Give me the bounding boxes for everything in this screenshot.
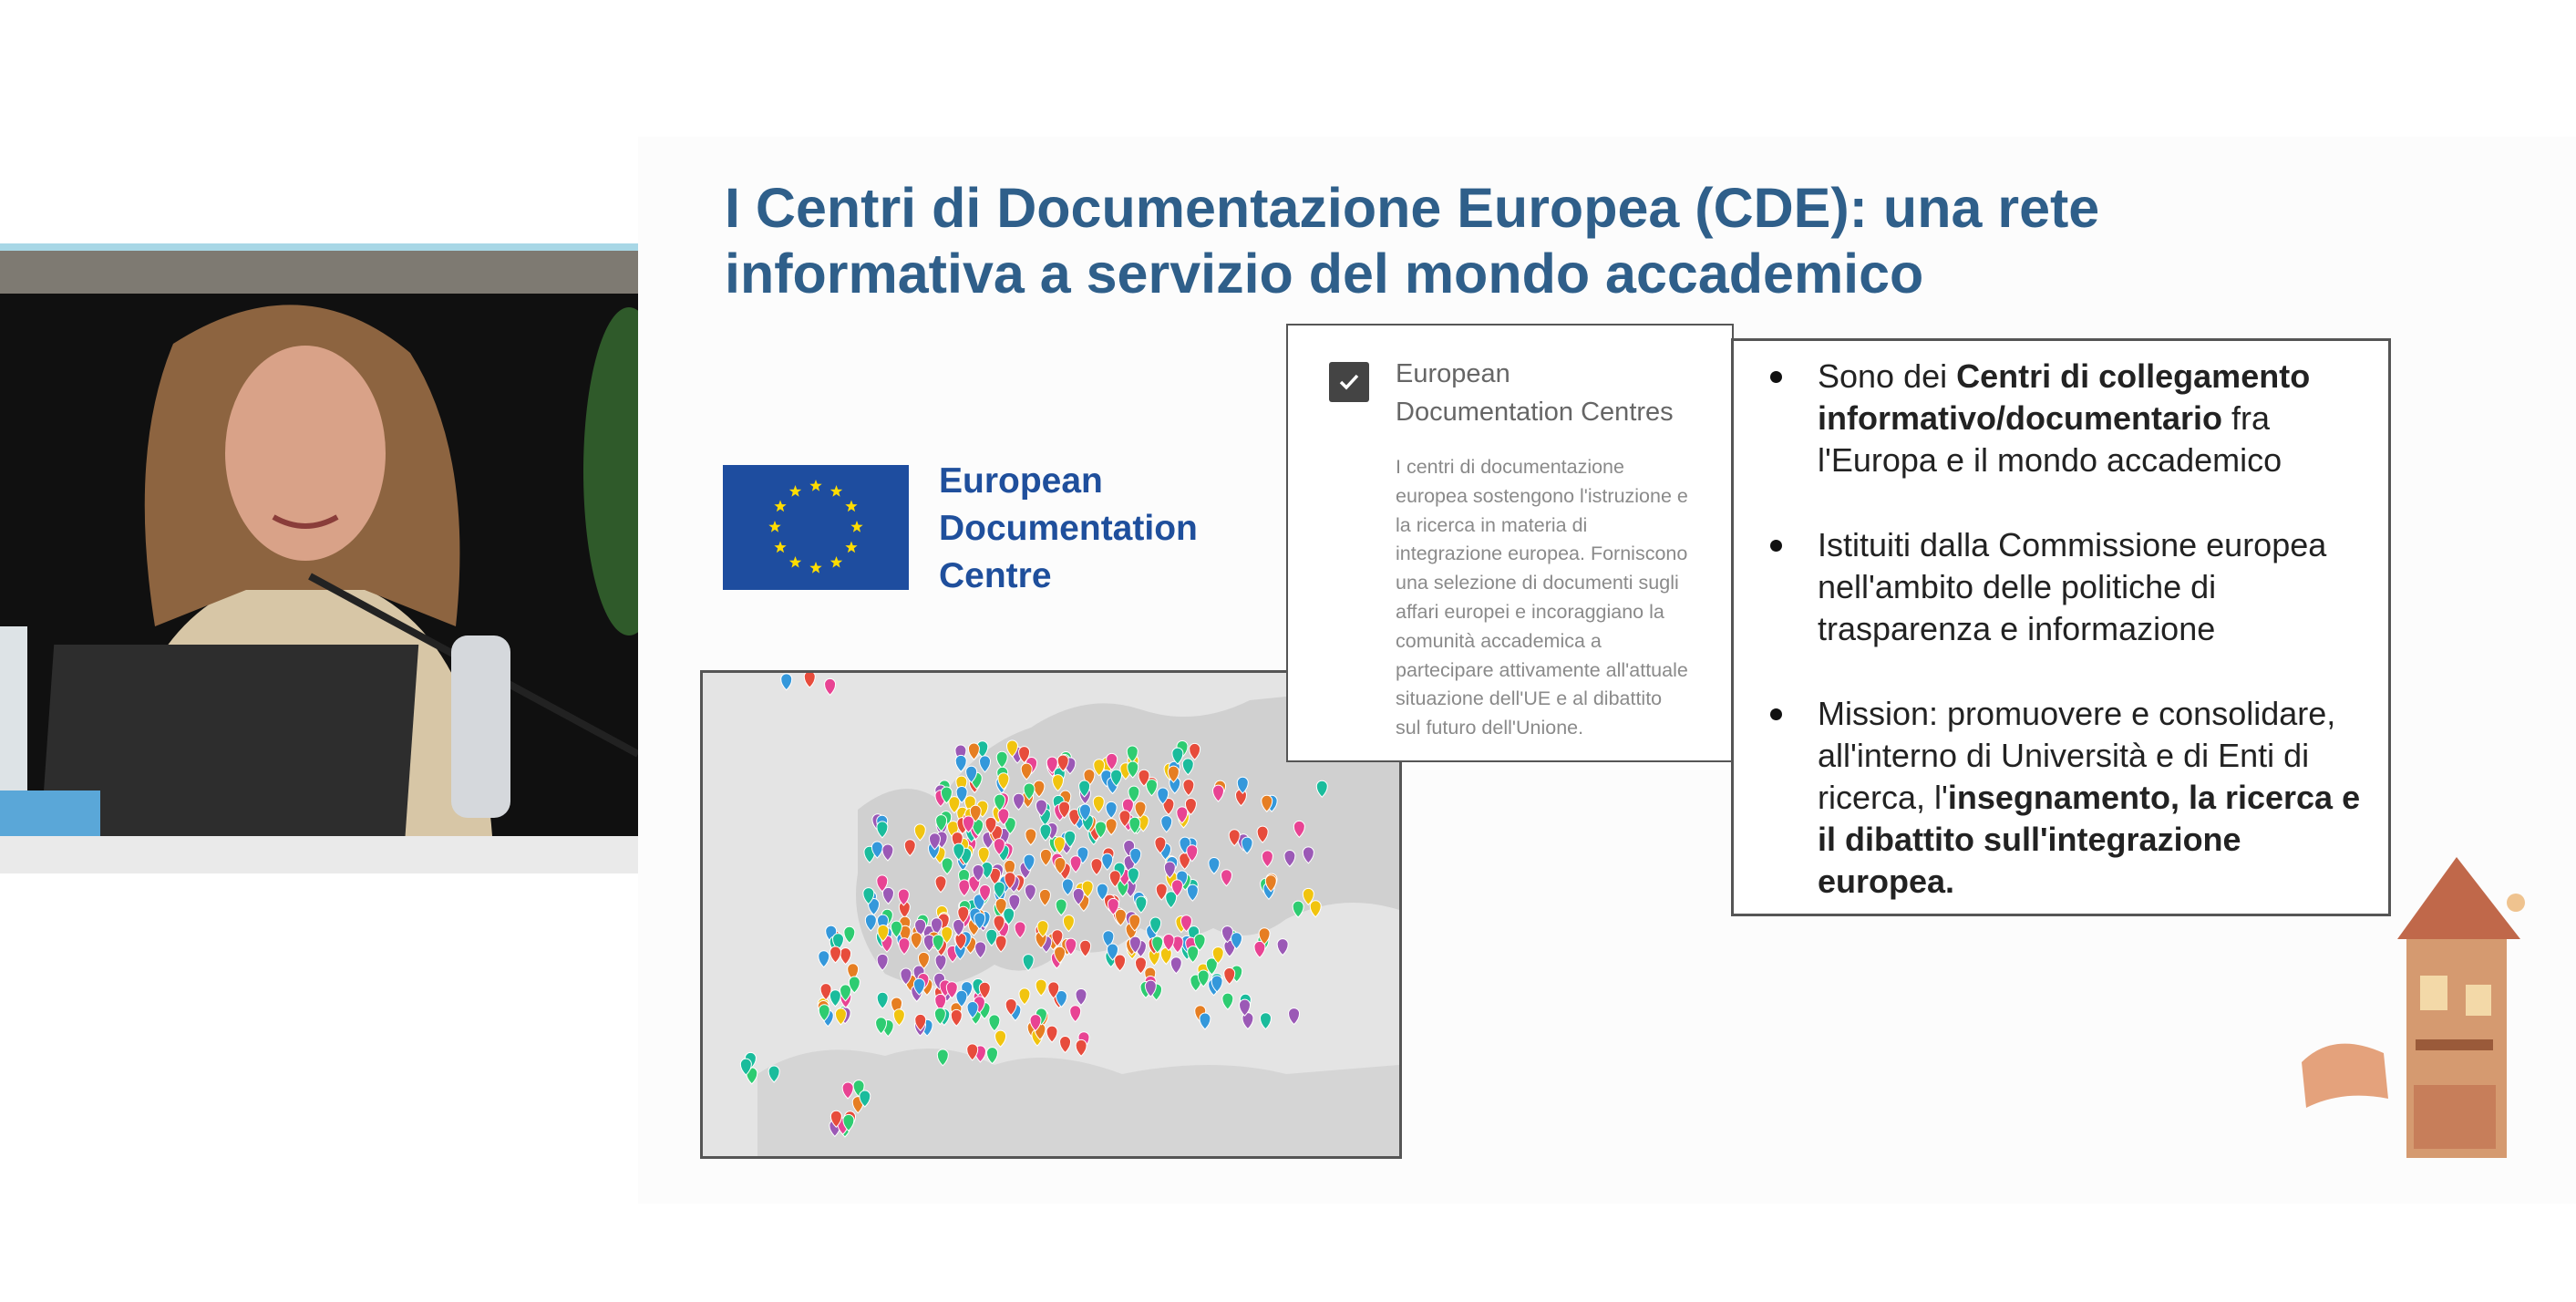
desc-line: sul futuro dell'Unione. <box>1396 717 1584 739</box>
eu-star-icon <box>768 521 780 532</box>
speaker-video-feed <box>0 243 648 873</box>
desc-line: la ricerca in materia di <box>1396 513 1588 536</box>
bullet-3-bold: insegnamento, la ricerca e il dibattito sull'integrazione europea. <box>1818 779 2361 900</box>
slide-title-line-1: I Centri di Documentazione Europea (CDE): una rete <box>725 177 2100 239</box>
eu-star-icon <box>774 501 786 512</box>
card-title-line-1: European <box>1396 359 1510 388</box>
bullet-1-bold: Centri di collegamento informativo/documentario <box>1818 357 2311 437</box>
eu-star-icon <box>830 556 842 568</box>
eu-star-icon <box>845 542 857 553</box>
bullet-item-2 <box>1818 524 2365 650</box>
edc-layer-checkbox[interactable] <box>1329 362 1369 402</box>
eu-star-icon <box>850 521 862 532</box>
edc-card-description <box>1396 453 1710 743</box>
desc-line: I centri di documentazione <box>1396 456 1624 478</box>
desc-line: comunità accademica a <box>1396 629 1602 652</box>
slide-title <box>725 175 2457 306</box>
desc-line: una selezione di documenti sugli <box>1396 572 1679 594</box>
bullet-1-text: Sono dei <box>1818 357 1957 395</box>
eu-star-icon <box>789 556 801 568</box>
checkmark-icon <box>1335 368 1363 396</box>
eu-star-icon <box>789 485 801 497</box>
castle-illustration <box>2297 848 2552 1167</box>
desc-line: situazione dell'UE e al dibattito <box>1396 687 1663 710</box>
slide-title-line-2: informativa a servizio del mondo accademico <box>725 243 1924 305</box>
desc-line: europea sostengono l'istruzione e <box>1396 484 1688 507</box>
bullet-list-box <box>1731 338 2391 916</box>
bullet-2-text: Istituiti dalla Commissione europea nell'ambito delle politiche di trasparenza e informazione <box>1818 526 2327 647</box>
bullet-3-text: Mission: promuovere e consolidare, all'interno di Università e di Enti di ricerca, l' <box>1818 695 2336 816</box>
eu-star-icon <box>845 501 857 512</box>
eu-star-icon <box>809 562 821 574</box>
bullet-1-text-end: fra l'Europa e il mondo accademico <box>1818 399 2282 479</box>
edc-info-card <box>1286 324 1734 762</box>
eu-star-icon <box>774 542 786 553</box>
logo-line-centre: Centre <box>939 556 1052 595</box>
speaker-image <box>0 243 648 873</box>
bullet-item-1 <box>1818 356 2365 481</box>
desc-line: partecipare attivamente all'attuale <box>1396 658 1688 681</box>
desc-line: affari europei e incoraggiano la <box>1396 600 1664 623</box>
edc-logo-text <box>939 458 1198 600</box>
desc-line: integrazione europea. Forniscono <box>1396 542 1688 565</box>
logo-line-documentation: Documentation <box>939 509 1198 548</box>
bullet-item-3 <box>1818 693 2365 903</box>
eu-flag-icon <box>723 465 909 590</box>
eu-star-icon <box>830 485 842 497</box>
eu-star-icon <box>809 480 821 491</box>
logo-line-european: European <box>939 461 1103 501</box>
edc-card-title <box>1396 355 1705 431</box>
card-title-line-2: Documentation Centres <box>1396 398 1674 427</box>
